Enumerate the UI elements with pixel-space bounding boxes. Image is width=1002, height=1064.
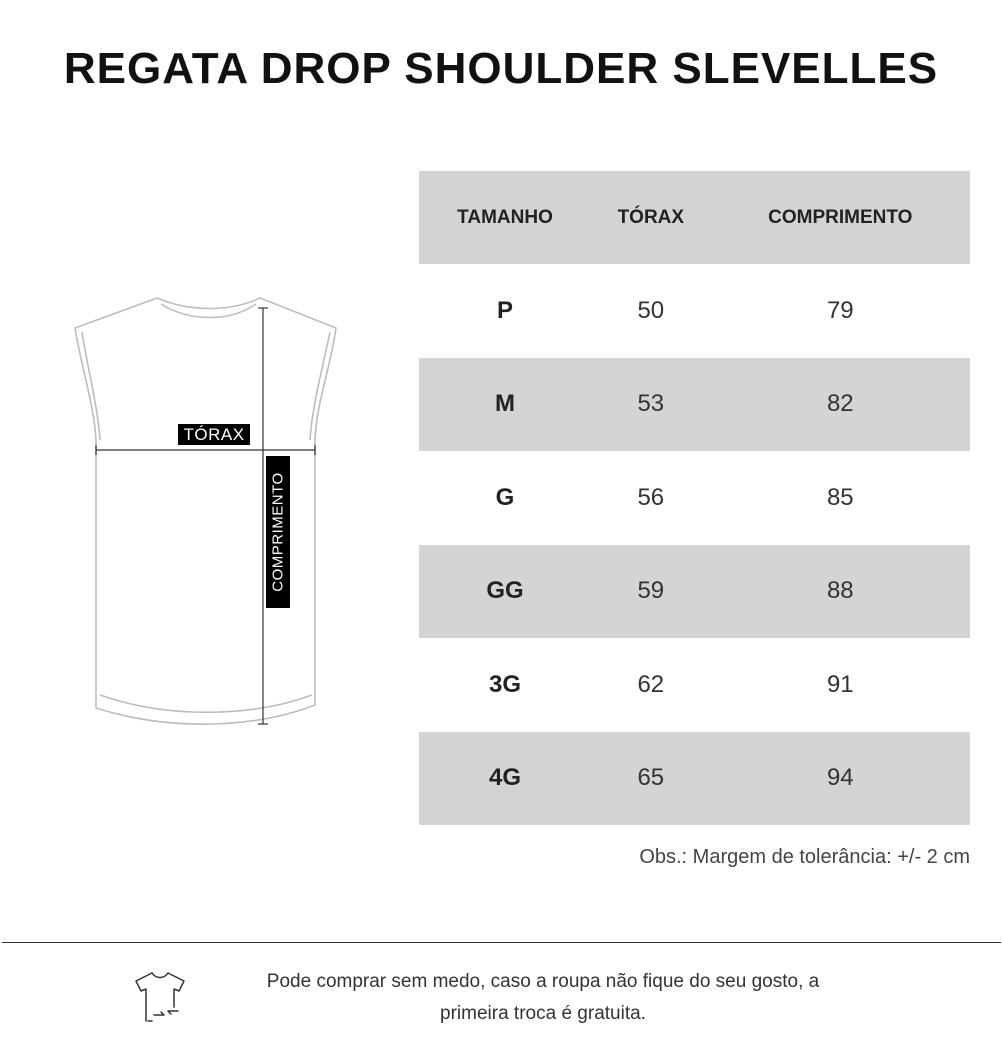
page-title: REGATA DROP SHOULDER SLEVELLES [63, 44, 939, 93]
header-length: COMPRIMENTO [711, 171, 970, 264]
chest-cell: 65 [591, 732, 711, 826]
divider [2, 942, 1001, 943]
chest-cell: 50 [637, 296, 665, 324]
size-cell: 3G [489, 670, 522, 698]
table-row [419, 358, 970, 452]
length-cell: 85 [826, 483, 854, 511]
garment-diagram [60, 290, 350, 740]
length-cell: 94 [711, 732, 970, 826]
table-row [419, 451, 970, 545]
table-row [419, 545, 970, 639]
table-row [419, 638, 970, 732]
length-cell: 88 [711, 545, 970, 639]
chest-cell: 59 [591, 545, 711, 639]
length-cell: 91 [826, 670, 854, 698]
chest-cell: 56 [637, 483, 665, 511]
tank-top-outline-icon [60, 290, 350, 740]
size-cell: 4G [419, 732, 591, 826]
shirt-exchange-icon [134, 969, 190, 1025]
length-cell: 82 [711, 358, 970, 452]
size-cell: P [497, 296, 514, 324]
header-size: TAMANHO [419, 171, 591, 264]
size-cell: GG [419, 545, 591, 639]
header-chest: TÓRAX [591, 171, 711, 264]
free-exchange-message [205, 966, 881, 1030]
footer-line-2: primeira troca é gratuita. [440, 1003, 646, 1024]
length-measure-label [266, 456, 290, 608]
tolerance-note: Obs.: Margem de tolerância: +/- 2 cm [639, 846, 970, 868]
chest-cell: 62 [637, 670, 665, 698]
table-header-row [419, 171, 970, 264]
footer-line-1: Pode comprar sem medo, caso a roupa não fique do seu gosto, a [266, 971, 820, 992]
chest-measure-label: TÓRAX [178, 424, 250, 445]
size-cell: G [495, 483, 515, 511]
table-row [419, 264, 970, 358]
length-cell: 79 [826, 296, 854, 324]
length-measure-text: COMPRIMENTO [269, 472, 287, 592]
size-table [419, 171, 970, 825]
chest-cell: 53 [591, 358, 711, 452]
table-row [419, 732, 970, 826]
size-cell: M [419, 358, 591, 452]
